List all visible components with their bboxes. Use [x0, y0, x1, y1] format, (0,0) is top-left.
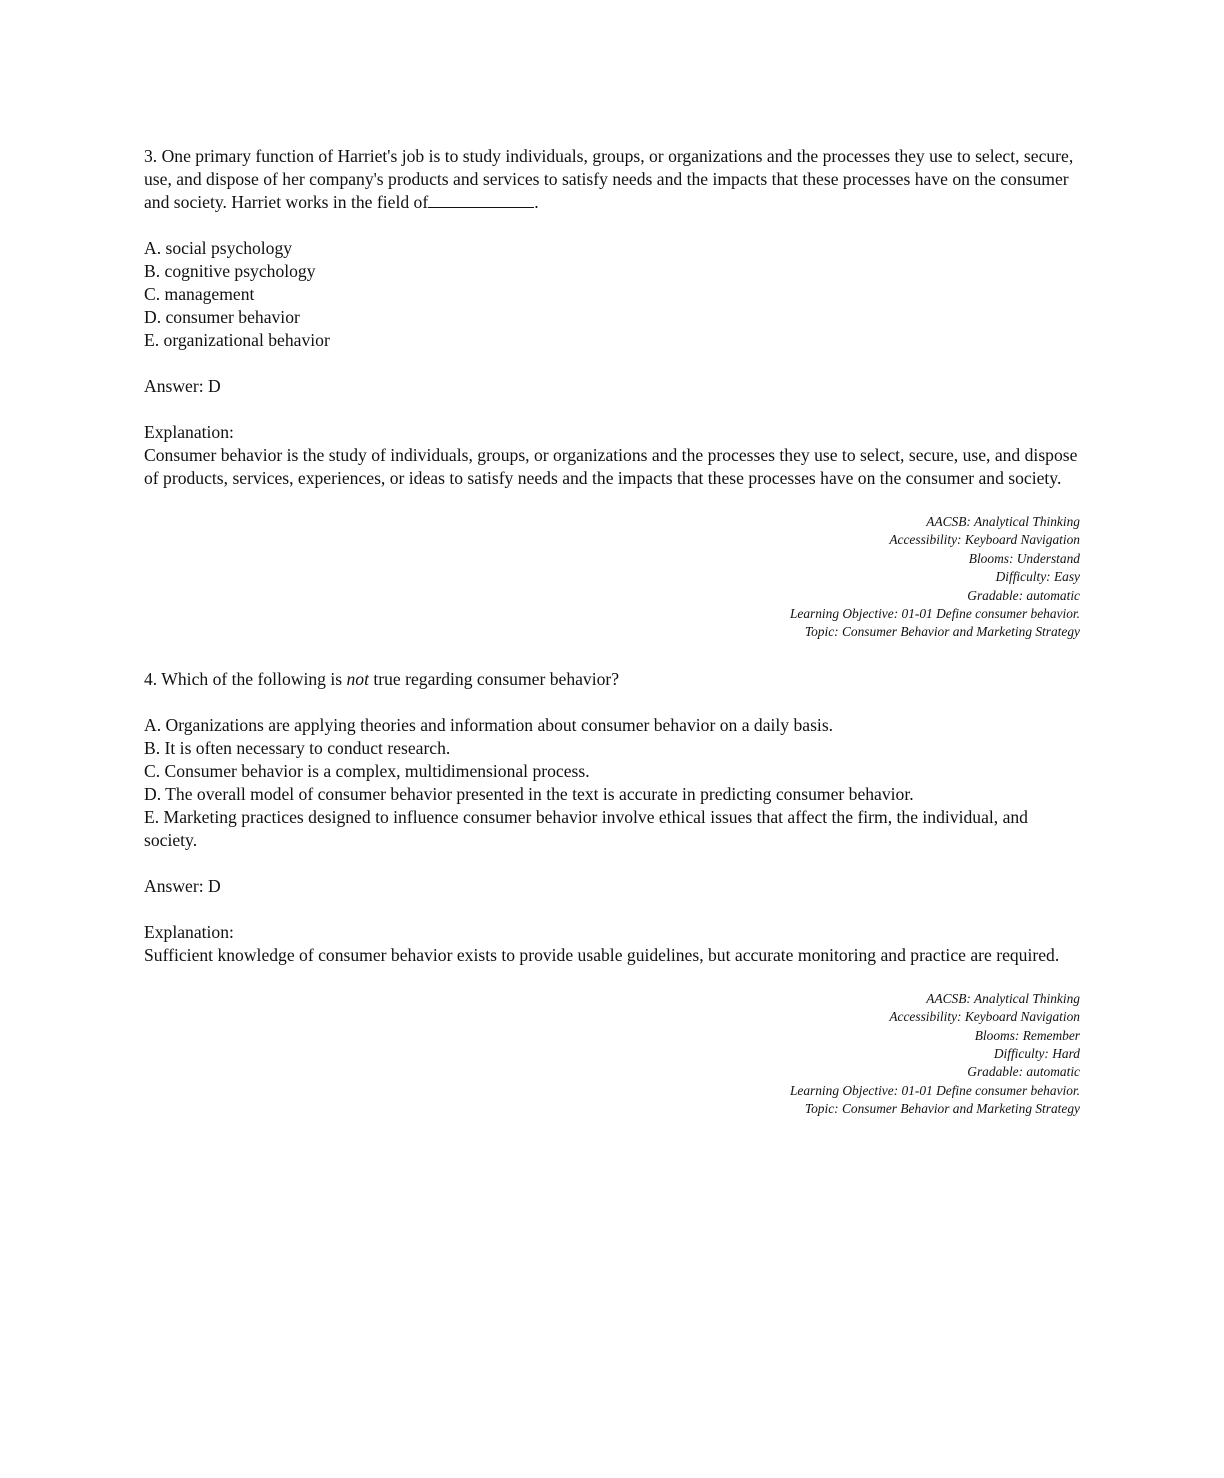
meta-topic: Topic: Consumer Behavior and Marketing Strategy — [804, 624, 1080, 640]
meta-gradable: Gradable: automatic — [967, 1064, 1080, 1080]
meta-difficulty: Difficulty: Hard — [993, 1046, 1080, 1062]
explanation-label: Explanation: — [144, 921, 234, 942]
meta-accessibility: Accessibility: Keyboard Navigation — [889, 532, 1080, 548]
question-metadata — [144, 513, 1084, 642]
question-stem — [144, 668, 1084, 691]
question-metadata — [144, 990, 1084, 1119]
answer: Answer: D — [144, 376, 221, 396]
option-a: A. Organizations are applying theories and information about consumer behavior on a daily basis. — [144, 714, 834, 735]
meta-accessibility: Accessibility: Keyboard Navigation — [889, 1009, 1080, 1025]
question-stem — [144, 145, 1084, 214]
question-stem-text: 4. Which of the following is — [144, 668, 347, 689]
option-a: A. social psychology — [144, 238, 293, 258]
option-d: D. consumer behavior — [144, 307, 300, 327]
question-stem-emphasis: not — [346, 668, 369, 689]
explanation-label: Explanation: — [144, 422, 234, 442]
meta-gradable: Gradable: automatic — [967, 587, 1080, 603]
option-c: C. management — [144, 284, 255, 304]
answer-blank — [428, 192, 534, 208]
document-content — [144, 145, 1084, 1119]
option-e: E. Marketing practices designed to influence consumer behavior involve ethical issues that affect the firm, the individual, and society. — [144, 806, 1028, 850]
question-stem-text: 3. One primary function of Harriet's job is to study individuals, groups, or organizations and the processes they use to select, secure, use, and dispose of her company's products and services to satisfy needs and the impacts that these processes have on the consumer and society. Harriet works in the field of — [144, 146, 1074, 212]
answer: Answer: D — [144, 875, 221, 896]
meta-learning-objective: Learning Objective: 01-01 Define consumer behavior. — [789, 606, 1080, 622]
question-4 — [144, 668, 1084, 1119]
option-b: B. cognitive psychology — [144, 261, 316, 281]
explanation-text: Consumer behavior is the study of individuals, groups, or organizations and the processes they use to select, secure, use, and dispose of products, services, experiences, or ideas to satisfy needs and the impacts that these processes have on the consumer and society. — [144, 445, 1078, 488]
answer-options — [144, 714, 1084, 852]
option-d: D. The overall model of consumer behavior presented in the text is accurate in predicting consumer behavior. — [144, 783, 914, 804]
answer-options — [144, 237, 1084, 352]
option-e: E. organizational behavior — [144, 330, 330, 350]
meta-aacsb: AACSB: Analytical Thinking — [926, 990, 1080, 1006]
meta-topic: Topic: Consumer Behavior and Marketing Strategy — [804, 1101, 1080, 1117]
meta-blooms: Blooms: Remember — [974, 1027, 1080, 1043]
question-stem-end: true regarding consumer behavior? — [368, 668, 620, 689]
meta-blooms: Blooms: Understand — [968, 550, 1080, 566]
question-stem-end: . — [534, 192, 539, 212]
option-c: C. Consumer behavior is a complex, multidimensional process. — [144, 760, 590, 781]
meta-aacsb: AACSB: Analytical Thinking — [926, 514, 1080, 529]
question-3 — [144, 145, 1084, 642]
explanation-text: Sufficient knowledge of consumer behavior exists to provide usable guidelines, but accurate monitoring and practice are required. — [144, 944, 1060, 965]
meta-difficulty: Difficulty: Easy — [995, 569, 1080, 585]
option-b: B. It is often necessary to conduct research. — [144, 737, 451, 758]
meta-learning-objective: Learning Objective: 01-01 Define consumer behavior. — [789, 1082, 1080, 1098]
